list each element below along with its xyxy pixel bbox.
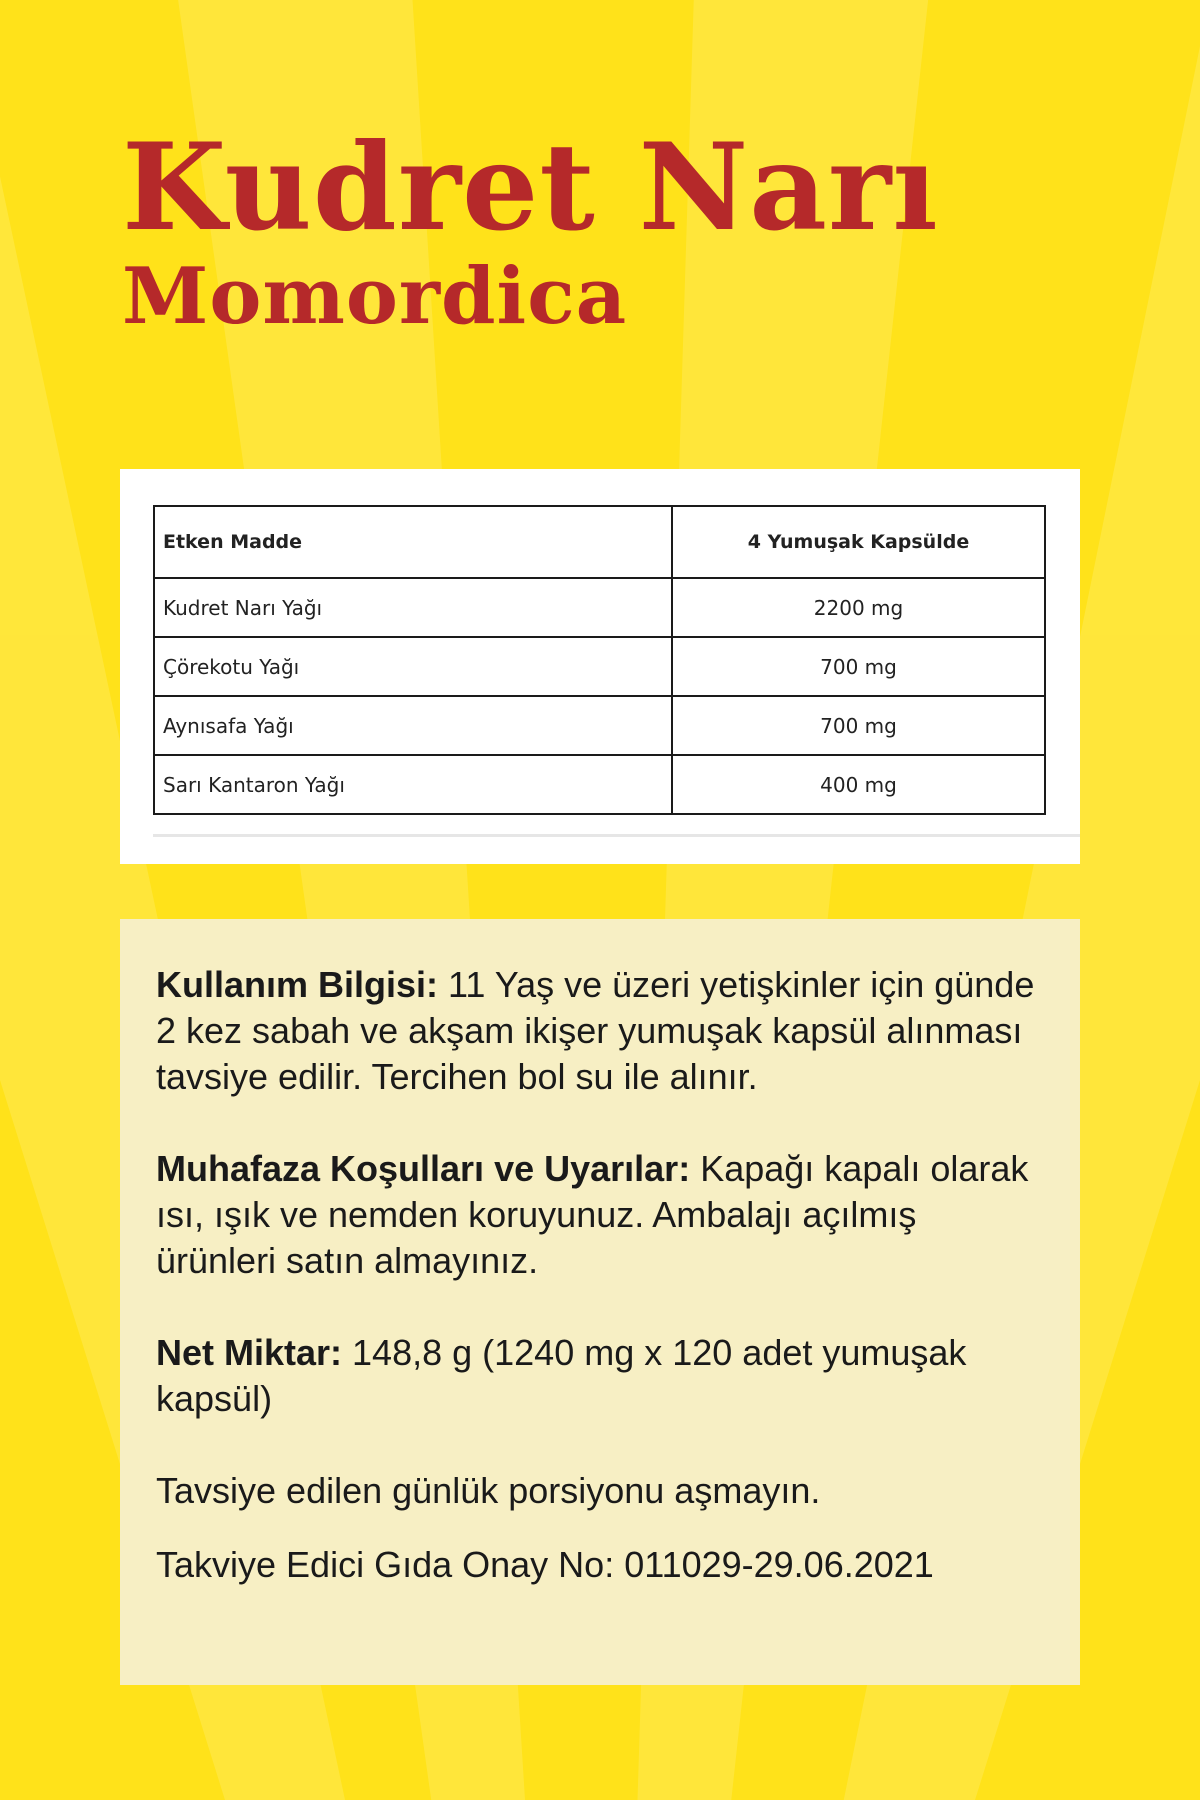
ingredient-name: Sarı Kantaron Yağı: [154, 755, 672, 814]
ingredients-card: [120, 469, 1080, 864]
ingredient-name: Aynısafa Yağı: [154, 696, 672, 755]
ingredient-amount: 700 mg: [672, 637, 1045, 696]
ingredient-amount: 700 mg: [672, 696, 1045, 755]
header-per-capsules: 4 Yumuşak Kapsülde: [672, 506, 1045, 578]
product-subtitle: Momordica: [122, 251, 628, 342]
usage-text: 11 Yaş ve üzeri yetişkinler için günde 2 kez sabah ve akşam ikişer yumuşak kapsül alınması tavsiye edilir. Tercihen bol su ile alınır.: [156, 964, 1035, 1097]
usage-info: [156, 962, 1044, 1100]
table-header-row: [154, 506, 1045, 578]
table-row: [154, 696, 1045, 755]
storage-text: Kapağı kapalı olarak ısı, ışık ve nemden koruyunuz. Ambalajı açılmış ürünleri satın almayınız.: [156, 1148, 1029, 1281]
storage-info: [156, 1146, 1044, 1284]
approval-number: Takviye Edici Gıda Onay No: 011029-29.06.2021: [156, 1544, 934, 1585]
table-row: [154, 637, 1045, 696]
info-card: [120, 919, 1080, 1685]
ingredient-amount: 400 mg: [672, 755, 1045, 814]
table-row: [154, 578, 1045, 637]
ingredient-amount: 2200 mg: [672, 578, 1045, 637]
net-amount-info: [156, 1330, 1044, 1422]
ingredient-name: Çörekotu Yağı: [154, 637, 672, 696]
header-active-ingredient: Etken Madde: [154, 506, 672, 578]
net-amount-label: Net Miktar:: [156, 1332, 343, 1373]
title-block: [122, 117, 1122, 342]
storage-label: Muhafaza Koşulları ve Uyarılar:: [156, 1148, 691, 1189]
table-divider: [153, 834, 1080, 837]
net-amount-text: 148,8 g (1240 mg x 120 adet yumuşak kapsül): [156, 1332, 967, 1419]
daily-dose-warning: Tavsiye edilen günlük porsiyonu aşmayın.: [156, 1470, 821, 1511]
ingredients-table: [153, 505, 1046, 815]
product-title: Kudret Narı: [122, 117, 939, 258]
usage-label: Kullanım Bilgisi:: [156, 964, 439, 1005]
table-row: [154, 755, 1045, 814]
ingredient-name: Kudret Narı Yağı: [154, 578, 672, 637]
